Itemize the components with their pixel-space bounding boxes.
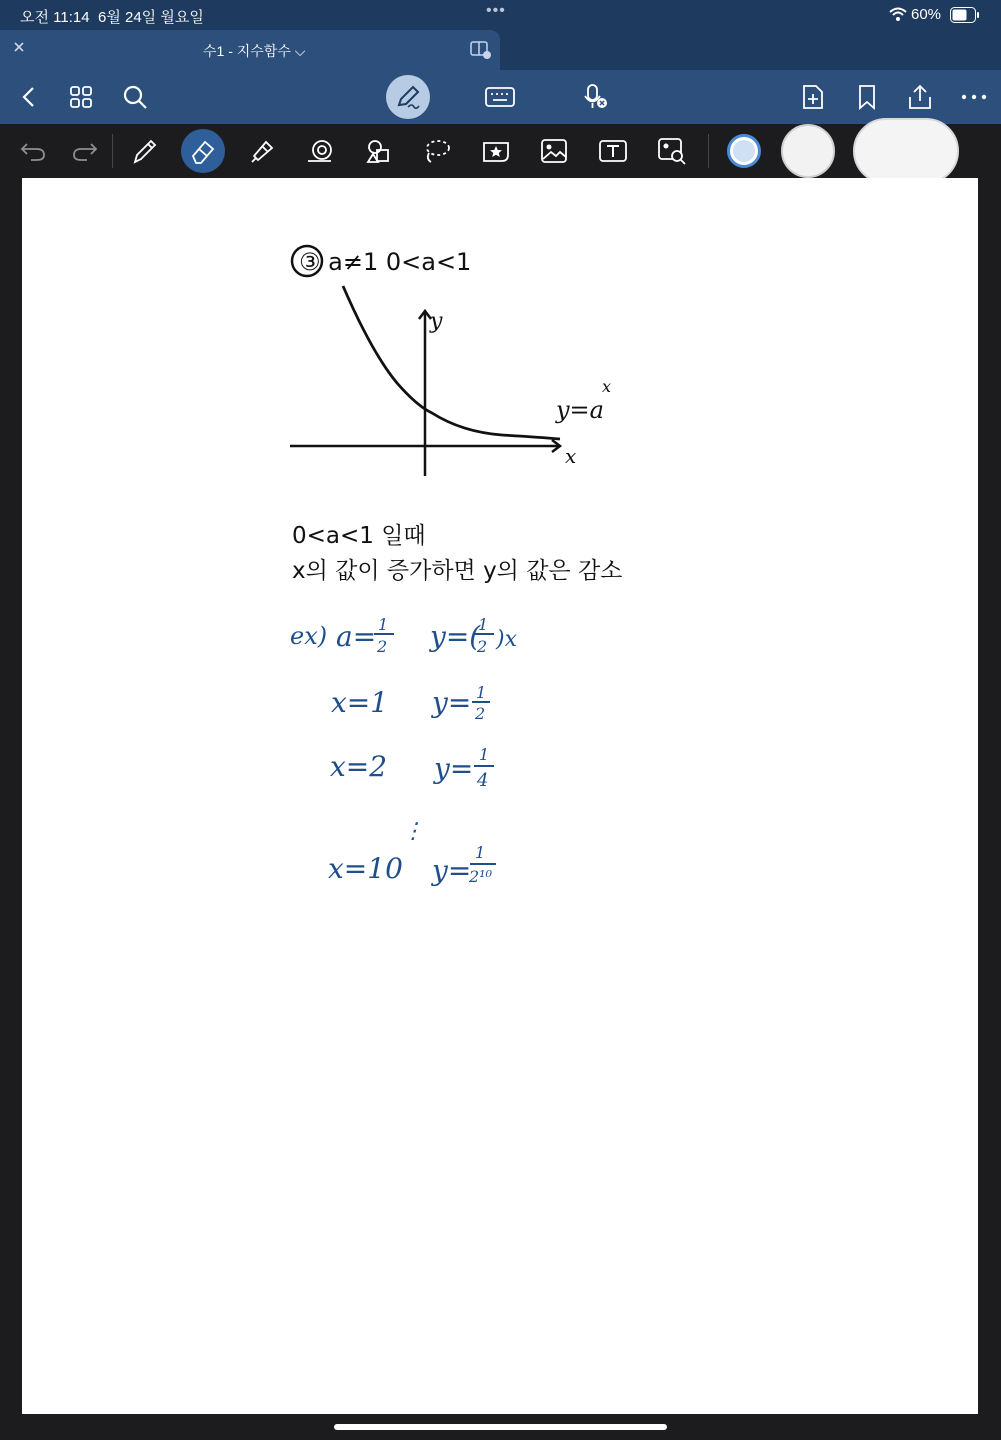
text-icon[interactable] [596,134,630,168]
row-y-value: y= [432,854,472,887]
example-a-denominator: 2 [377,637,388,656]
statement-text: x의 값이 증가하면 y의 값은 감소 [292,558,623,584]
condition-text: 0<a<1 일때 [292,523,426,549]
row-y-denominator: 2¹⁰ [469,867,493,886]
status-bar [0,0,1001,30]
function-label: y=a [556,396,604,424]
shape-icon[interactable] [303,134,337,168]
search-icon[interactable] [120,82,150,112]
redo-icon[interactable] [68,134,102,168]
wifi-icon [889,6,907,22]
row-x-value: x=2 [330,750,388,783]
row-y-value: y= [432,686,472,719]
example-y-exponent: )x [496,627,517,652]
function-exponent: x [602,377,612,396]
grid-icon[interactable] [66,82,96,112]
elements-icon[interactable] [362,134,396,168]
battery-percent: 60% [911,6,942,23]
navigation-bar [0,70,1001,124]
row-y-numerator: 1 [476,683,487,702]
note-page[interactable] [22,178,978,1414]
add-page-icon[interactable] [798,82,828,112]
camera-icon[interactable] [655,134,689,168]
highlighter-icon[interactable] [245,134,279,168]
undo-icon[interactable] [16,134,50,168]
eraser-icon[interactable] [181,129,225,173]
keyboard-icon[interactable] [485,82,515,112]
example-label: ex) [290,622,328,650]
example-y-denominator: 2 [477,637,488,656]
home-indicator[interactable] [334,1424,667,1430]
drawing-toolbar [0,124,1001,178]
lasso-icon[interactable] [420,134,454,168]
example-y-numerator: 1 [478,615,489,634]
multitasking-dots[interactable]: ••• [486,2,506,19]
split-view-icon[interactable] [470,40,492,60]
row-y-numerator: 1 [475,843,486,862]
microphone-icon[interactable] [580,82,610,112]
row-y-numerator: 1 [479,745,490,764]
stroke-size-swatch[interactable] [781,124,835,178]
row-y-denominator: 4 [477,770,489,791]
x-axis-label: x [565,444,577,468]
ellipsis: ⋮ [402,819,424,844]
row-x-value: x=1 [331,686,389,719]
back-icon[interactable] [14,82,44,112]
toolbar-divider [708,134,709,168]
example-a-value: a= [336,620,377,653]
row-y-denominator: 2 [475,704,486,723]
exponential-curve [343,286,560,439]
pen-mode-icon[interactable] [386,75,430,119]
tab-bar [0,30,1001,70]
battery-icon [950,7,980,23]
toolbar-divider [112,134,113,168]
row-y-value: y= [434,752,474,785]
status-date: 6월 24일 월요일 [98,9,204,26]
row-x-value: x=10 [328,852,403,885]
close-icon[interactable] [12,40,26,54]
stroke-style-swatch[interactable] [853,118,959,184]
more-icon[interactable] [959,82,989,112]
handwriting-canvas[interactable] [22,178,978,1414]
example-y-expression: y=( [430,620,481,653]
example-a-numerator: 1 [378,615,389,634]
tab-title[interactable]: 수1 - 지수함수 ⌵ [203,43,306,59]
document-tab[interactable] [0,30,500,70]
color-swatch-blue[interactable] [727,134,761,168]
image-icon[interactable] [537,134,571,168]
y-axis-label: y [430,309,443,334]
sticker-icon[interactable] [479,134,513,168]
status-time: 오전 11:14 [20,9,90,26]
bookmark-icon[interactable] [852,82,882,112]
heading-text: ③ a≠1 0<a<1 [299,248,472,276]
pen-icon[interactable] [128,134,162,168]
share-icon[interactable] [905,82,935,112]
